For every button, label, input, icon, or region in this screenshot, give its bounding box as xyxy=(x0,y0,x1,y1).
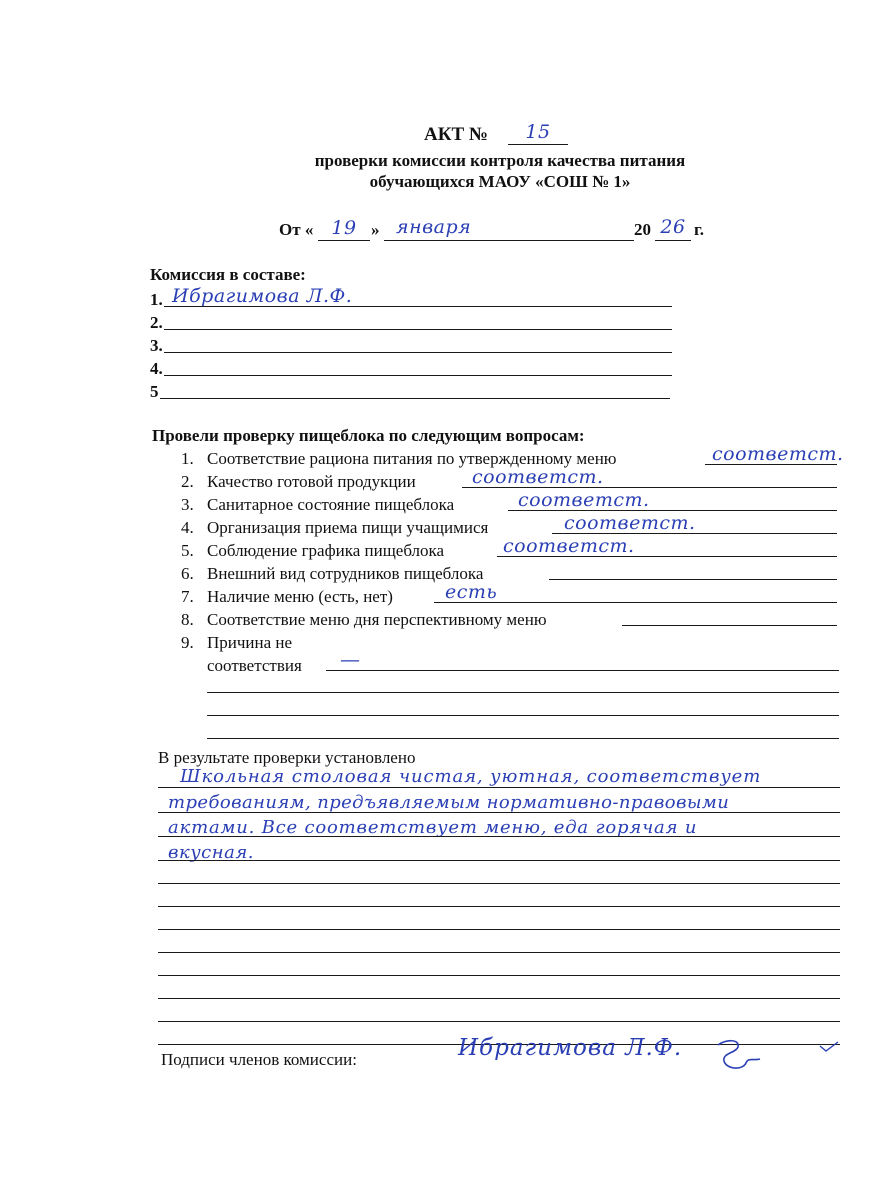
date-year-field xyxy=(655,214,691,242)
result-text-line: актами. Все соответствует меню, еда горячая и xyxy=(168,817,698,838)
question-num: 8. xyxy=(181,610,194,629)
date-day: 19 xyxy=(331,217,357,239)
question-text: Соответствие рациона питания по утвержденному меню xyxy=(207,449,617,468)
answer-line xyxy=(207,715,839,716)
answer-line xyxy=(552,533,837,534)
question-num: 3. xyxy=(181,495,194,514)
date-year: 26 xyxy=(660,216,686,238)
answer-line xyxy=(434,602,837,603)
question-text: Соответствие меню дня перспективному меню xyxy=(207,610,547,629)
question-answer: соответст. xyxy=(472,466,604,488)
question-text: Качество готовой продукции xyxy=(207,472,416,491)
question-num: 4. xyxy=(181,518,194,537)
act-label: АКТ № xyxy=(424,124,489,145)
answer-line xyxy=(207,738,839,739)
answer-line xyxy=(508,510,837,511)
question-text: Внешний вид сотрудников пищеблока xyxy=(207,564,484,583)
question-num: 7. xyxy=(181,587,194,606)
question-answer: соответст. xyxy=(564,512,696,534)
signature-name: Ибрагимова Л.Ф. xyxy=(458,1035,683,1061)
date-month: января xyxy=(396,216,472,238)
question-answer: есть xyxy=(445,581,498,603)
question-9-continuation: соответствия xyxy=(207,656,302,675)
signature-scribble-icon xyxy=(712,1035,772,1079)
act-number-field xyxy=(508,120,568,146)
question-num: 5. xyxy=(181,541,194,560)
answer-line xyxy=(497,556,837,557)
act-number: 15 xyxy=(525,121,551,143)
member-num: 4. xyxy=(150,359,163,378)
question-text: Причина не xyxy=(207,633,293,652)
signatures-label: Подписи членов комиссии: xyxy=(161,1050,357,1069)
result-line xyxy=(158,787,840,788)
question-text: Санитарное состояние пищеблока xyxy=(207,495,455,514)
question-text: Организация приема пищи учащимися xyxy=(207,518,489,537)
date-year-unit: г. xyxy=(694,220,705,239)
result-title: В результате проверки установлено xyxy=(158,748,416,767)
result-line xyxy=(158,860,840,861)
member-num: 2. xyxy=(150,313,163,332)
question-answer: соответст. xyxy=(518,489,650,511)
result-line xyxy=(158,836,840,837)
result-text-line: вкусная. xyxy=(168,842,254,863)
result-line xyxy=(158,812,840,813)
date-month-field xyxy=(384,212,634,242)
result-text-line: требованиям, предъявляемым нормативно-правовыми xyxy=(168,792,730,813)
result-text-line: Школьная столовая чистая, уютная, соответствует xyxy=(180,766,762,787)
result-line xyxy=(158,975,840,976)
member-num: 3. xyxy=(150,336,163,355)
member-line xyxy=(164,352,672,353)
question-text: Наличие меню (есть, нет) xyxy=(207,587,393,606)
question-9-answer: — xyxy=(340,647,361,671)
member-name: Ибрагимова Л.Ф. xyxy=(172,285,353,307)
result-line xyxy=(158,952,840,953)
question-num: 6. xyxy=(181,564,194,583)
answer-line xyxy=(462,487,837,488)
answer-line xyxy=(326,670,839,671)
member-num: 1. xyxy=(150,290,163,309)
date-year-prefix: 20 xyxy=(634,220,651,239)
question-answer: соответст. xyxy=(712,443,844,465)
answer-line xyxy=(705,464,837,465)
date-day-field xyxy=(318,216,370,242)
member-line xyxy=(164,375,672,376)
question-num: 1. xyxy=(181,449,194,468)
check-mark-icon xyxy=(818,1040,840,1054)
subtitle-line-1: проверки комиссии контроля качества питания xyxy=(314,151,686,170)
check-title: Провели проверку пищеблока по следующим вопросам: xyxy=(152,426,585,445)
subtitle-line-2: обучающихся МАОУ «СОШ № 1» xyxy=(369,172,631,191)
member-line xyxy=(164,306,672,307)
question-text: Соблюдение графика пищеблока xyxy=(207,541,445,560)
commission-title: Комиссия в составе: xyxy=(150,265,306,284)
question-num: 9. xyxy=(181,633,194,652)
act-number-underline xyxy=(508,144,568,145)
member-line xyxy=(164,329,672,330)
result-line xyxy=(158,929,840,930)
member-num: 5 xyxy=(150,382,159,401)
date-close-quote: » xyxy=(371,220,380,239)
date-from-label: От « xyxy=(279,220,314,239)
result-line xyxy=(158,998,840,999)
answer-line xyxy=(622,625,837,626)
result-line xyxy=(158,906,840,907)
result-line xyxy=(158,883,840,884)
member-line xyxy=(160,398,670,399)
answer-line xyxy=(549,579,837,580)
question-num: 2. xyxy=(181,472,194,491)
answer-line xyxy=(207,692,839,693)
question-answer: соответст. xyxy=(503,535,635,557)
result-line xyxy=(158,1021,840,1022)
